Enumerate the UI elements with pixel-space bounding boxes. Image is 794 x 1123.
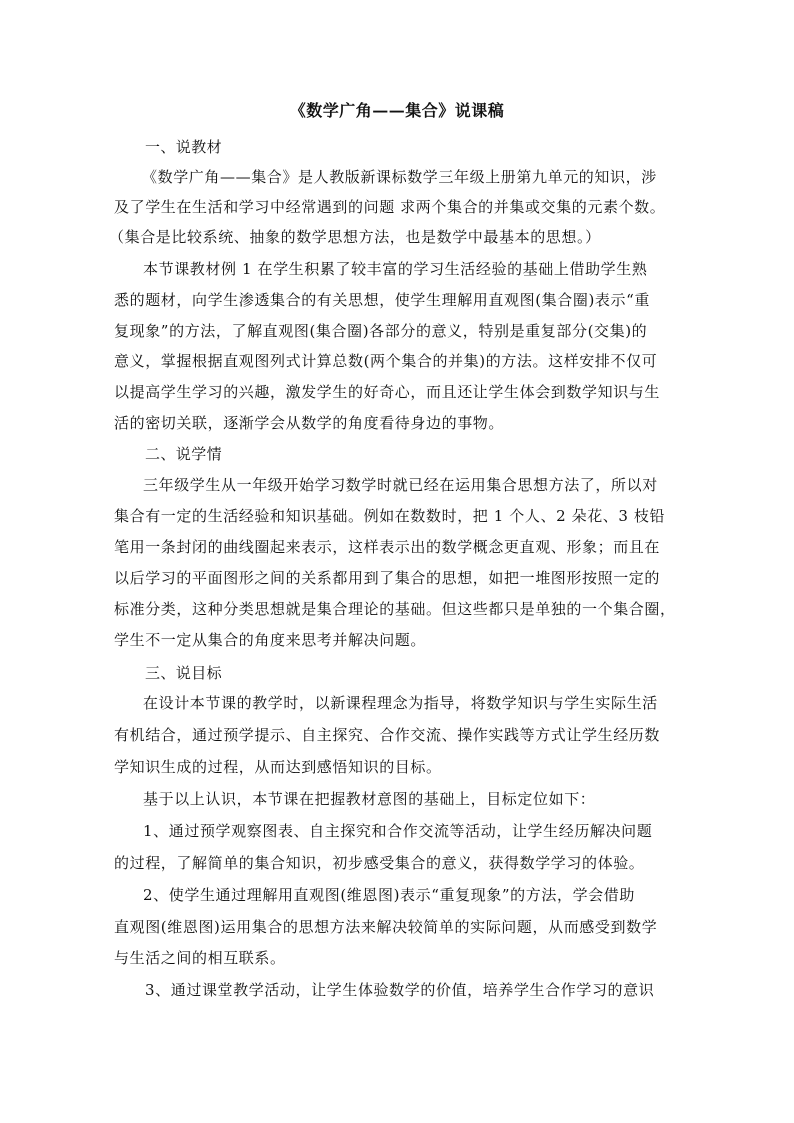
- paragraph-line: 学知识生成的过程，从而达到感悟知识的目标。: [114, 758, 442, 776]
- paragraph-line: 悉的题材，向学生渗透集合的有关思想，使学生理解用直观图(集合圈)表示“重: [114, 291, 650, 309]
- paragraph-line: 标准分类，这种分类思想就是集合理论的基础。但这些都只是单独的一个集合圈，: [114, 600, 676, 618]
- paragraph-line: 意义，掌握根据直观图列式计算总数(两个集合的并集)的方法。这样安排不仅可: [114, 352, 658, 370]
- paragraph-line: 在设计本节课的教学时，以新课程理念为指导，将数学知识与学生实际生活: [143, 694, 658, 712]
- paragraph-line: 基于以上认识，本节课在把握教材意图的基础上，目标定位如下：: [143, 790, 596, 808]
- paragraph-line: 三年级学生从一年级开始学习数学时就已经在运用集合思想方法了，所以对: [143, 476, 658, 494]
- paragraph-line: 笔用一条封闭的曲线圈起来表示，这样表示出的数学概念更直观、形象；而且在: [114, 538, 661, 556]
- page-title: 《数学广角——集合》说课稿: [289, 101, 505, 120]
- paragraph-line: 《数学广角——集合》是人教版新课标数学三年级上册第九单元的知识，涉: [142, 168, 657, 186]
- paragraph-line: 活的密切关联，逐渐学会从数学的角度看待身边的事物。: [114, 414, 505, 432]
- paragraph-line: 以后学习的平面图形之间的关系都用到了集合的思想，如把一堆图形按照一定的: [114, 569, 661, 587]
- paragraph-line: 及了学生在生活和学习中经常遇到的问题 求两个集合的并集或交集的元素个数。: [114, 198, 666, 216]
- section-heading-students: 二、说学情: [145, 445, 223, 463]
- paragraph-line: 集合有一定的生活经验和知识基础。例如在数数时，把 1 个人、2 朵花、3 枝铅: [114, 507, 666, 525]
- paragraph-line: 复现象”的方法，了解直观图(集合圈)各部分的意义，特别是重复部分(交集)的: [114, 322, 648, 340]
- objective-item-3: 3、通过课堂教学活动，让学生体验数学的价值，培养学生合作学习的意识: [145, 981, 655, 999]
- objective-item-1: 1、通过预学观察图表、自主探究和合作交流等活动，让学生经历解决问题: [143, 822, 653, 840]
- paragraph-line: （集合是比较系统、抽象的数学思想方法，也是数学中最基本的思想。）: [109, 228, 601, 246]
- section-heading-objectives: 三、说目标: [145, 664, 223, 682]
- paragraph-line: 直观图(维恩图)运用集合的思想方法来解决较简单的实际问题，从而感受到数学: [114, 918, 658, 936]
- paragraph-line: 与生活之间的相互联系。: [114, 949, 286, 967]
- paragraph-line: 的过程，了解简单的集合知识，初步感受集合的意义，获得数学学习的体验。: [114, 854, 645, 872]
- section-heading-textbook: 一、说教材: [145, 138, 223, 156]
- paragraph-line: 学生不一定从集合的角度来思考并解决问题。: [114, 631, 427, 649]
- paragraph-line: 以提高学生学习的兴趣，激发学生的好奇心，而且还让学生体会到数学知识与生: [114, 383, 661, 401]
- objective-item-2: 2、使学生通过理解用直观图(维恩图)表示“重复现象”的方法，学会借助: [143, 886, 635, 904]
- paragraph-line: 本节课教材例 1 在学生积累了较丰富的学习生活经验的基础上借助学生熟: [143, 260, 648, 278]
- paragraph-line: 有机结合，通过预学提示、自主探究、合作交流、操作实践等方式让学生经历数: [114, 726, 661, 744]
